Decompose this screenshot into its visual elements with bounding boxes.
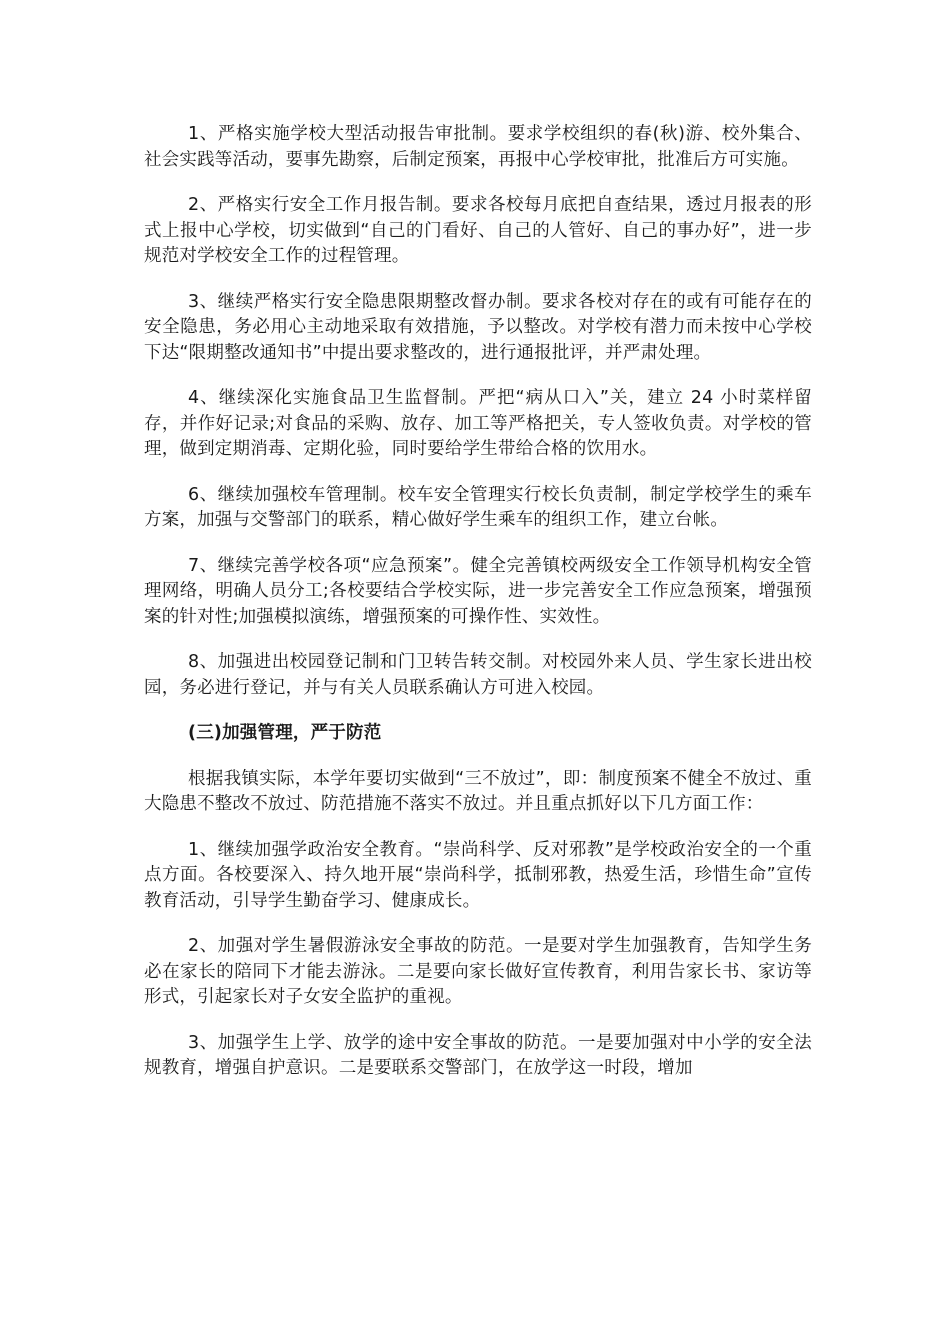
paragraph-hazard-rectification: 3、继续严格实行安全隐患限期整改督办制。要求各校对存在的或有可能存在的安全隐患，务必用心主动地采取有效措施，予以整改。对学校有潜力而未按中心学校下达“限期整改通知书”中提出要求整改的，进行通报批评，并严肃处理。 (144, 291, 812, 363)
paragraph-three-nots: 根据我镇实际，本学年要切实做到“三不放过”，即：制度预案不健全不放过、重大隐患不整改不放过、防范措施不落实不放过。并且重点抓好以下几方面工作： (144, 768, 812, 814)
paragraph-campus-registration: 8、加强进出校园登记制和门卫转告转交制。对校园外来人员、学生家长进出校园，务必进行登记，并与有关人员联系确认方可进入校园。 (144, 652, 812, 698)
section-heading: (三)加强管理，严于防范 (188, 723, 382, 743)
paragraph-commute-safety: 3、加强学生上学、放学的途中安全事故的防范。一是要加强对中小学的安全法规教育，增强自护意识。二是要联系交警部门，在放学这一时段，增加 (144, 1032, 812, 1078)
paragraph-political-safety: 1、继续加强学政治安全教育。“崇尚科学、反对邪教”是学校政治安全的一个重点方面。各校要深入、持久地开展“崇尚科学，抵制邪教，热爱生活，珍惜生命”宣传教育活动，引导学生勤奋学习、健康成长。 (144, 839, 812, 911)
paragraph-food-hygiene: 4、继续深化实施食品卫生监督制。严把“病从口入”关，建立 24 小时菜样留存，并作好记录;对食品的采购、放存、加工等严格把关，专人签收负责。对学校的管理，做到定期消毒、定期化验，同时要给学生带给合格的饮用水。 (144, 388, 812, 459)
paragraph-emergency-plans: 7、继续完善学校各项“应急预案”。健全完善镇校两级安全工作领导机构安全管理网络，明确人员分工;各校要结合学校实际，进一步完善安全工作应急预案，增强预案的针对性;加强模拟演练，增强预案的可操作性、实效性。 (144, 555, 812, 627)
paragraph-monthly-report: 2、严格实行安全工作月报告制。要求各校每月底把自查结果，透过月报表的形式上报中心学校，切实做到“自己的门看好、自己的人管好、自己的事办好”，进一步规范对学校安全工作的过程管理。 (144, 195, 812, 266)
document-body (144, 122, 812, 1102)
paragraph-swimming-safety: 2、加强对学生暑假游泳安全事故的防范。一是要对学生加强教育，告知学生务必在家长的陪同下才能去游泳。二是要向家长做好宣传教育，利用告家长书、家访等形式，引起家长对子女安全监护的重视。 (144, 936, 812, 1007)
paragraph-school-bus: 6、继续加强校车管理制。校车安全管理实行校长负责制，制定学校学生的乘车方案，加强与交警部门的联系，精心做好学生乘车的组织工作，建立台帐。 (144, 484, 812, 530)
paragraph-activity-approval: 1、严格实施学校大型活动报告审批制。要求学校组织的春(秋)游、校外集合、社会实践等活动，要事先勘察，后制定预案，再报中心学校审批，批准后方可实施。 (144, 124, 812, 170)
